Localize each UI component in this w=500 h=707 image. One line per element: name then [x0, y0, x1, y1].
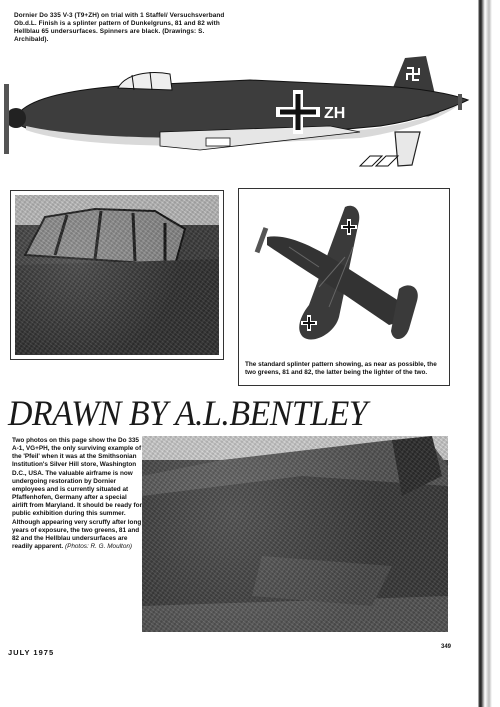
detail-sketch	[360, 156, 398, 166]
side-view-drawing	[0, 28, 470, 178]
photo-splinter-plan	[238, 188, 450, 386]
headline: DRAWN BY A.L.BENTLEY	[8, 393, 368, 433]
photo-canopy	[10, 190, 224, 360]
body-text	[12, 437, 142, 551]
photo-fuselage	[142, 436, 448, 632]
lower-fin	[395, 132, 420, 166]
page-number: 349	[441, 644, 452, 650]
canopy	[118, 73, 172, 90]
photo-caption: The standard splinter pattern showing, as near as possible, the two greens, 81 and 82, the latter being the lighter of the two.	[245, 361, 437, 377]
rear-propeller	[458, 94, 462, 110]
plan-view-drawing	[249, 197, 439, 367]
photo-credit: (Photos: R. G. Moulton)	[64, 543, 133, 551]
front-propeller	[4, 84, 9, 154]
aircraft-code: ZH	[324, 105, 346, 122]
issue-date: JULY 1975	[8, 648, 55, 657]
top-caption: Dornier Do 335 V-3 (T9+ZH) on trial with 1 Staffel/ Versuchsverband Ob.d.L. Finish is a splinter pattern of Dunkelgruns, 81 and 82 with Hellblau 65 undersurfaces. Spinners are black. (Drawings: S. Archibald).	[14, 12, 225, 44]
body-paragraph: Two photos on this page show the Do 335 A-1, VG+PH, the only surviving example of the 'Pfeil' when it was at the Smithsonian Institution's Silver Hill store, Washington D.C., USA. The valuable airframe is now undergoing restoration by Dornier employees and is currently situated at Pfaffenhofen, Germany after a special airlift from Maryland. It should be ready for public exhibition during this summer. Although appearing very scruffy after long years of exposure, the two greens, 81 and 82 and the Hellblau undersurfaces are readily apparent.	[12, 437, 142, 551]
page-binding-edge	[470, 0, 492, 707]
